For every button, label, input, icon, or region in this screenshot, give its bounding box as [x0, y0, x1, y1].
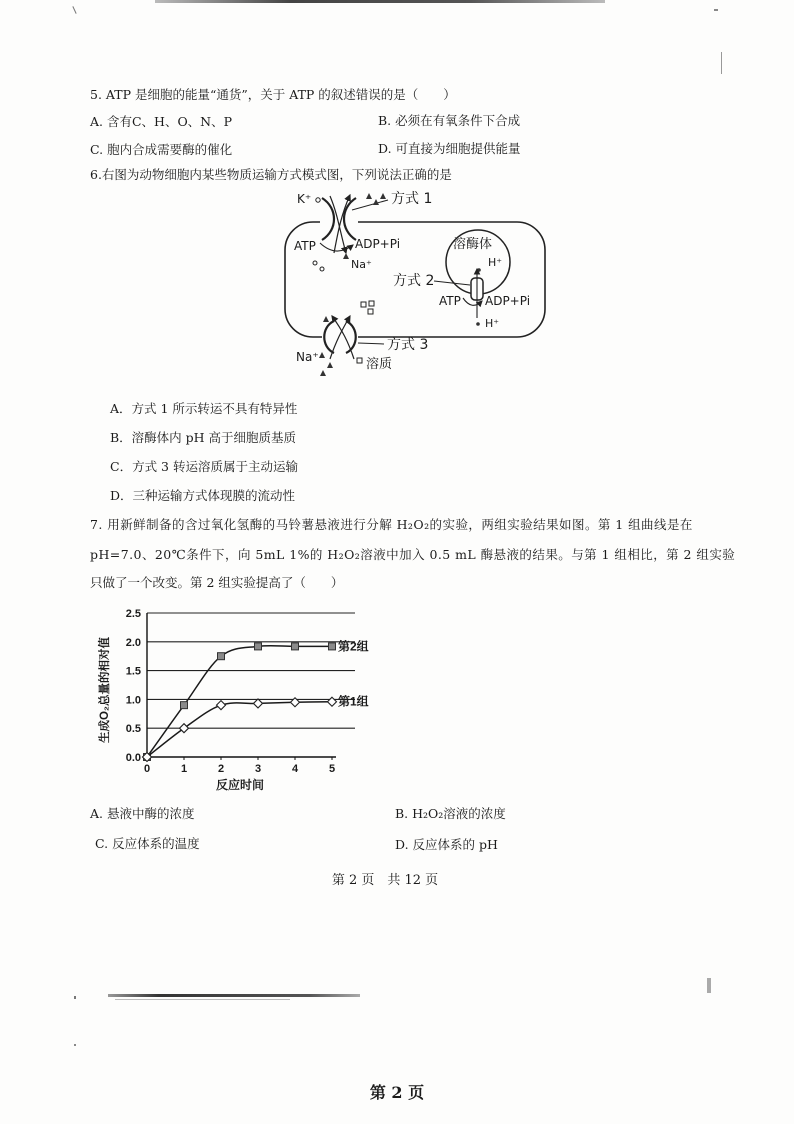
h-ion-symbol [476, 322, 480, 326]
x-tick-label: 3 [254, 763, 262, 775]
chart-x-label: 反应时间 [215, 778, 265, 792]
q6-stem: 6.右图为动物细胞内某些物质运输方式模式图，下列说法正确的是 [90, 167, 452, 182]
solute-label: 溶质 [366, 357, 393, 372]
data-point-diamond [328, 697, 337, 706]
scan-mark [721, 52, 722, 74]
scan-edge-bottom [108, 994, 360, 997]
scan-edge-bottom [115, 999, 290, 1000]
h-ion-inner-label: H⁺ [488, 256, 503, 269]
data-point-square [292, 643, 299, 650]
transport-protein-mode-3 [322, 316, 358, 359]
o2-chart [90, 600, 390, 800]
q6-option-d: D．三种运输方式体现膜的流动性 [110, 488, 296, 503]
y-tick-label: 0.0 [125, 752, 141, 764]
q5-option-b: B. 必须在有氧条件下合成 [378, 113, 521, 128]
scan-mark [72, 6, 76, 14]
transport-diagram [280, 183, 550, 383]
x-tick-label: 4 [291, 763, 299, 775]
mode-3-label: 方式 3 [387, 337, 429, 353]
na-ion-label: Na⁺ [351, 258, 372, 271]
mode-2-label: 方式 2 [393, 273, 435, 289]
q5-stem: 5. ATP 是细胞的能量“通货”，关于 ATP 的叙述错误的是（ ） [90, 87, 456, 102]
k-ion-label: K⁺ [297, 192, 312, 206]
solute-symbols [357, 301, 374, 363]
q7-option-b: B. H₂O₂溶液的浓度 [395, 806, 506, 821]
series-line-1 [147, 646, 332, 757]
q7-option-c: C. 反应体系的温度 [95, 836, 200, 851]
series-label: 第1组 [338, 694, 369, 709]
scan-mark [714, 9, 718, 11]
page-number-label: 第 2 页 [369, 1083, 425, 1102]
adp-pi-label: ADP+Pi [485, 294, 531, 308]
mode-1-label: 方式 1 [391, 191, 433, 207]
mode-3-pointer [358, 343, 384, 344]
y-tick-label: 2.0 [125, 636, 141, 649]
q5-option-d: D. 可直接为细胞提供能量 [378, 141, 521, 156]
lysosome-label: 溶酶体 [453, 237, 493, 252]
scan-edge-top [155, 0, 605, 3]
atp-hydrolysis-arrow [320, 243, 353, 251]
k-ion-symbols [313, 198, 324, 271]
q5-option-a: A. 含有C、H、O、N、P [90, 114, 233, 129]
na-ion-label: Na⁺ [296, 350, 319, 364]
q6-option-c: C．方式 3 转运溶质属于主动运输 [110, 459, 298, 474]
scan-mark [74, 1044, 76, 1046]
x-tick-label: 5 [328, 763, 336, 775]
q6-option-b: B．溶酶体内 pH 高于细胞质基质 [110, 430, 297, 445]
data-point-diamond [254, 699, 263, 708]
x-tick-label: 1 [180, 763, 188, 775]
h-ion-symbol [477, 268, 481, 272]
q7-option-d: D. 反应体系的 pH [395, 837, 498, 852]
h-ion-outer-label: H⁺ [485, 317, 500, 330]
q7-stem-line-1: 7. 用新鲜制备的含过氧化氢酶的马铃薯悬液进行分解 H₂O₂的实验，两组实验结果如图。第 1 组曲线是在 [90, 517, 693, 532]
scan-mark [74, 996, 76, 999]
transport-protein-mode-2 [471, 269, 483, 318]
x-tick-label: 2 [217, 763, 225, 775]
mode-1-pointer [352, 200, 388, 210]
data-point-square [255, 643, 262, 650]
q7-option-a: A. 悬液中酶的浓度 [90, 806, 195, 821]
data-point-square [329, 643, 336, 650]
adp-pi-label: ADP+Pi [355, 237, 401, 251]
atp-label: ATP [294, 239, 316, 253]
q7-stem-line-3: 只做了一个改变。第 2 组实验提高了（ ） [90, 575, 344, 590]
transport-protein-mode-1 [320, 195, 358, 253]
y-tick-label: 0.5 [125, 723, 141, 736]
q5-option-c: C. 胞内合成需要酶的催化 [90, 142, 233, 157]
q7-stem-line-2: pH=7.0、20℃条件下，向 5mL 1%的 H₂O₂溶液中加入 0.5 mL 酶悬液的结果。与第 1 组相比，第 2 组实验 [90, 547, 736, 562]
y-tick-label: 2.5 [125, 608, 141, 620]
data-point-diamond [217, 701, 226, 710]
data-point-square [218, 653, 225, 660]
q6-option-a: A．方式 1 所示转运不具有特异性 [110, 401, 298, 416]
chart-y-label: 生成O₂总量的相对值 [99, 636, 111, 744]
series-label: 第2组 [338, 639, 369, 654]
series-line-2 [147, 702, 332, 757]
x-tick-label: 0 [143, 763, 151, 775]
page-count-footer: 第 2 页 共 12 页 [331, 873, 439, 888]
scan-mark [707, 978, 711, 993]
data-point-square [181, 702, 188, 709]
atp-label: ATP [439, 294, 461, 308]
y-tick-label: 1.5 [125, 665, 141, 678]
y-tick-label: 1.0 [125, 694, 141, 707]
